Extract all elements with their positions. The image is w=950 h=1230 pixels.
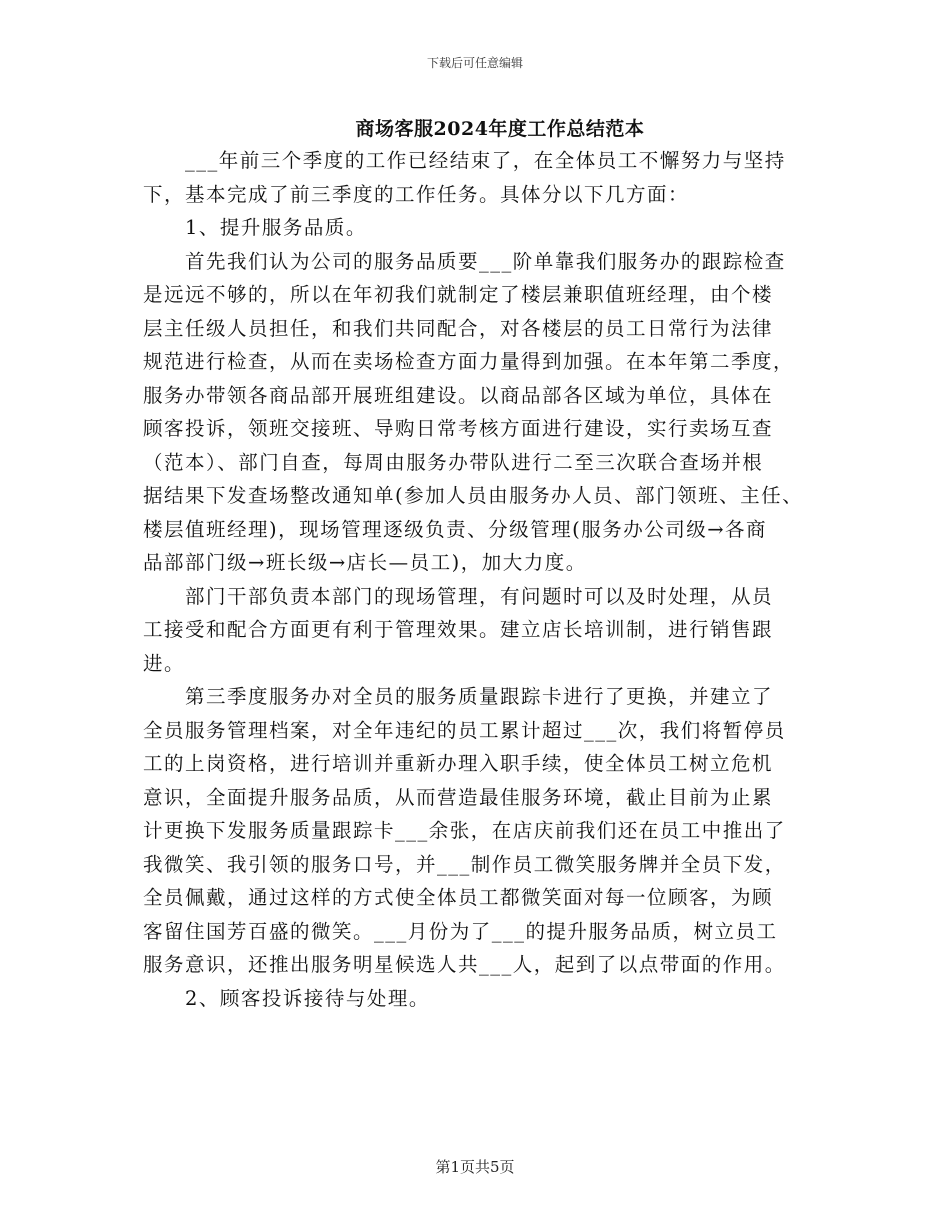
paragraph-line: 全员服务管理档案，对全年违纪的员工累计超过___次，我们将暂停员 [143,718,786,742]
paragraph-line: 层主任级人员担任，和我们共同配合，对各楼层的员工日常行为法律 [143,316,774,340]
paragraph-line: 第三季度服务办对全员的服务质量跟踪卡进行了更换，并建立了 [185,685,774,708]
paragraph-line: 据结果下发查场整改通知单(参加人员由服务办人员、部门领班、主任、 [143,484,804,507]
paragraph-line: 楼层值班经理)，现场管理逐级负责、分级管理(服务办公司级→各商 [143,517,768,541]
paragraph-line: 全员佩戴，通过这样的方式使全体员工都微笑面对每一位顾客，为顾 [143,886,774,909]
paragraph-line: 我微笑、我引领的服务口号，并___制作员工微笑服务牌并全员下发， [143,852,786,876]
paragraph-line: 工的上岗资格，进行培训并重新办理入职手续，使全体员工树立危机 [143,752,774,775]
document-body [143,144,818,1015]
section-heading: 2、顾客投诉接待与处理。 [185,986,430,1010]
paragraph-line: ___年前三个季度的工作已经结束了，在全体员工不懈努力与坚持 [185,149,786,172]
paragraph-line: 下，基本完成了前三季度的工作任务。具体分以下几方面： [143,182,690,206]
paragraph-line: 计更换下发服务质量跟踪卡___余张，在店庆前我们还在员工中推出了 [143,819,786,842]
paragraph-line: 规范进行检查，从而在卖场检查方面力量得到加强。在本年第二季度， [143,350,795,373]
paragraph-line: 客留住国芳百盛的微笑。___月份为了___的提升服务品质，树立员工 [143,919,778,943]
paragraph-line: 部门干部负责本部门的现场管理，有问题时可以及时处理，从员 [185,584,774,608]
section-heading: 1、提升服务品质。 [185,216,367,239]
paragraph-line: 品部部门级→班长级→店长—员工)，加大力度。 [143,551,587,574]
document-title: 商场客服2024年度工作总结范本 [355,118,645,140]
paragraph-line: 意识，全面提升服务品质，从而营造最佳服务环境，截止目前为止累 [143,785,774,809]
page-number: 第1页共5页 [435,1158,515,1176]
paragraph-line: 服务办带领各商品部开展班组建设。以商品部各区域为单位，具体在 [143,383,774,407]
paragraph-line: 是远远不够的，所以在年初我们就制定了楼层兼职值班经理，由个楼 [143,283,774,306]
paragraph-line: 服务意识，还推出服务明星候选人共___人，起到了以点带面的作用。 [143,953,786,976]
paragraph-line: 进。 [143,651,186,675]
paragraph-line: 首先我们认为公司的服务品质要___阶单靠我们服务办的跟踪检查 [185,249,786,273]
paragraph-line: （范本）、部门自查，每周由服务办带队进行二至三次联合查场并根 [143,450,764,474]
paragraph-line: 工接受和配合方面更有利于管理效果。建立店长培训制，进行销售跟 [143,618,774,641]
paragraph-line: 顾客投诉，领班交接班、导购日常考核方面进行建设，实行卖场互查 [143,417,774,440]
header-note: 下载后可任意编辑 [426,56,523,70]
